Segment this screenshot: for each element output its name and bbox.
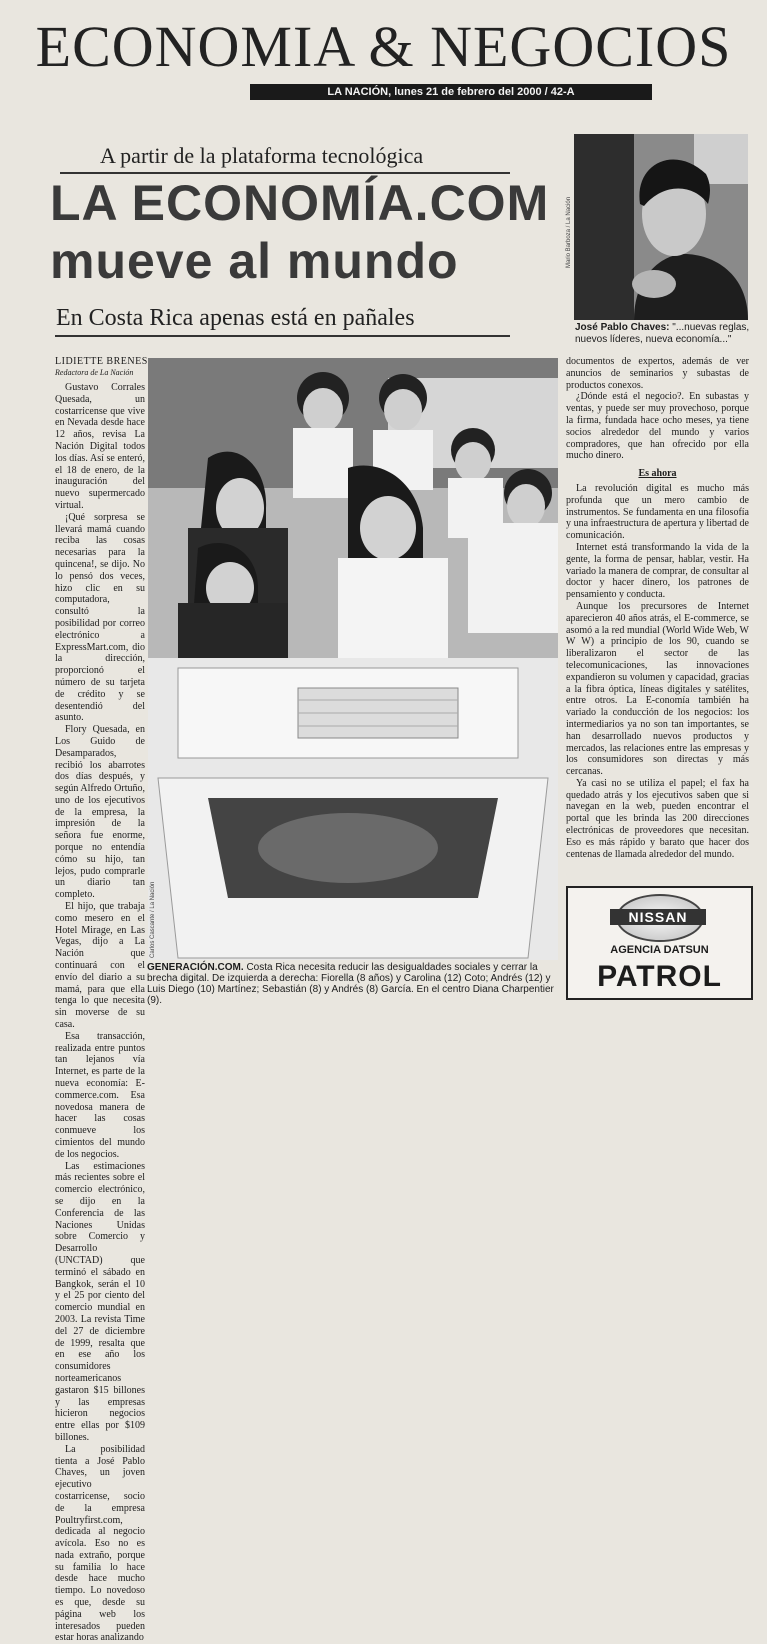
paragraph: Internet está transformando la vida de la gente, la forma de pensar, hablar, vestir. Ha variado la manera de comprar, de consultar al doctor y hacer dinero, los patrones de pensamiento y conducta. (566, 541, 749, 601)
subhead: Es ahora (638, 468, 677, 480)
paragraph: Las estimaciones más recientes sobre el comercio electrónico, se dijo en la Conferencia de las Naciones Unidas sobre Comercio y Desarrollo (UNCTAD) que terminó el sábado en Bangkok, serán el 10 y el 25 por ciento del comercio mundial en 2003. La revista Time del 27 de diciembre de 1999, resalta que en ese año los consumidores norteamericanos gastaron $15 billones y las empresas hicieron negocios entre ellas por $109 billones. (55, 1160, 145, 1443)
photo-credit: Carlos Cascante / La Nación (150, 881, 156, 958)
ad-logo-text: NISSAN (610, 909, 706, 925)
paragraph: Gustavo Corrales Quesada, un costarricense que vive en Nevada desde hace 12 años, revisa La Nación Digital todos los días. Así se enteró, el 18 de enero, de la inauguración del nuevo supermercado virtual. (55, 382, 145, 511)
paragraph: ¡Qué sorpresa se llevará mamá cuando reciba las cosas necesarias para la quincena!, se dijo. No lo pensó dos veces, hizo clic en su computadora, consultó la posibilidad por correo electrónico a ExpressMart.com, dio la dirección, proporcionó el número de su tarjeta de crédito y se desentendió del asunto. (55, 511, 145, 724)
portrait-caption (575, 322, 750, 346)
nissan-advertisement (566, 886, 753, 1000)
portrait-photo (574, 134, 748, 320)
masthead-title: ECONOMIA & NEGOCIOS (35, 14, 732, 79)
article-deck: En Costa Rica apenas está en pañales (56, 305, 415, 331)
paragraph: Ya casi no se utiliza el papel; el fax ha quedado atrás y los ejecutivos saben que si navegan en la web, pueden encontrar el portal que les brinda las 200 direcciones electrónicas de proveedores que necesitan. Eso es más rápido y barato que hacer dos centenas de llamada alrededor del mundo. (566, 777, 749, 860)
headline-line1: LA ECONOMÍA.COM (50, 175, 550, 231)
portrait-caption-quote: "...nuevas reglas, nuevos líderes, nueva economía..." (575, 322, 750, 345)
photo-caption (147, 962, 559, 1006)
main-photo (148, 358, 558, 960)
portrait-illustration (574, 134, 748, 320)
paragraph: documentos de expertos, además de ver anuncios de seminarios y subastas de productos conexos. (566, 356, 749, 391)
paragraph: El hijo, que trabaja como mesero en el Hotel Mirage, en Las Vegas, dijo a La Nación que continuará con el envío del diario a su mamá, para que ella tenga lo que necesita sin moverse de su casa. (55, 901, 145, 1031)
paragraph: Flory Quesada, en Los Guido de Desamparados, recibió los abarrotes dos días después, y según Alfredo Ortuño, uno de los ejecutivos de la empresa, la impresión de la señora fue enorme, porque no entendía cómo su hijo, tan lejos, pudo comprarle un diario tan completo. (55, 724, 145, 901)
dateline: LA NACIÓN, lunes 21 de febrero del 2000 / 42-A (250, 84, 652, 100)
portrait-caption-name: José Pablo Chaves: (575, 322, 670, 333)
byline: LIDIETTE BRENES (55, 356, 148, 367)
ad-agency: AGENCIA DATSUN (610, 944, 709, 956)
article-column-left (55, 382, 145, 1644)
photo-caption-text: Costa Rica necesita reducir las desigualdades sociales y cerrar la brecha digital. De izquierda a derecha: Fiorella (8 años) y Carolina (12) Coto; Andrés (12) y Luis Diego (10) Martínez; Sebastián (8) y Andrés (8) García. En el centro Diana Charpentier (9). (147, 962, 554, 1006)
portrait-credit: Mario Barboza / La Nación (566, 196, 572, 268)
ad-model: PATROL (597, 960, 722, 993)
article-kicker: A partir de la plataforma tecnológica (100, 143, 424, 168)
headline-line2: mueve al mundo (50, 233, 459, 289)
deck-rule (55, 335, 510, 337)
paragraph: ¿Dónde está el negocio?. En subastas y ventas, y puede ser muy provechoso, porque la firma, fundada hace ocho meses, ya tiene socios alrededor del mundo y varios compradores, que han ofrecido por ella mucho dinero. (566, 391, 749, 462)
paragraph: Aunque los precursores de Internet aparecieron 40 años atrás, el E-commerce, se asomó a la red mundial (World Wide Web, W W W) a principio de los 90, cuando se liberalizaron el sector de las telecomunicaciones, las innovaciones expandieron su volumen y capacidad, gracias a la fibra óptica, líneas digitales y satélites, entre otros. La E-conomía también ha variado la conducción de los negocios: los intermediarios ya no son tan importantes, se han desarrollado nuevos productos y mercados, las relaciones entre las empresas y los consumidores son directas y más cercanas. (566, 600, 749, 778)
children-computer-illustration (148, 358, 558, 960)
photo-caption-label: GENERACIÓN.COM. (147, 962, 244, 973)
kicker-rule (60, 172, 510, 174)
paragraph: La revolución digital es mucho más profunda que un mero cambio de instrumentos. Se fundamenta en una filosofía y una infraestructura de apertura y libertad de comunicación. (566, 482, 749, 542)
byline-role: Redactora de La Nación (55, 368, 134, 377)
nissan-logo-icon (616, 894, 704, 942)
paragraph: Esa transacción, realizada entre puntos tan lejanos vía Internet, es parte de la nueva economía: E-commerce.com. Esa novedosa manera de hacer las cosas conmueve los cimientos del mundo de los negocios. (55, 1030, 145, 1160)
paragraph: La posibilidad tienta a José Pablo Chaves, un joven ejecutivo costarricense, socio de la empresa Poultryfirst.com, dedicada al negocio avícola. Eso no es nada extraño, porque su familia lo hace desde hace mucho tiempo. Lo novedoso es que, desde su página web los interesados pueden estar horas analizando (55, 1443, 145, 1644)
article-column-right (566, 356, 749, 876)
